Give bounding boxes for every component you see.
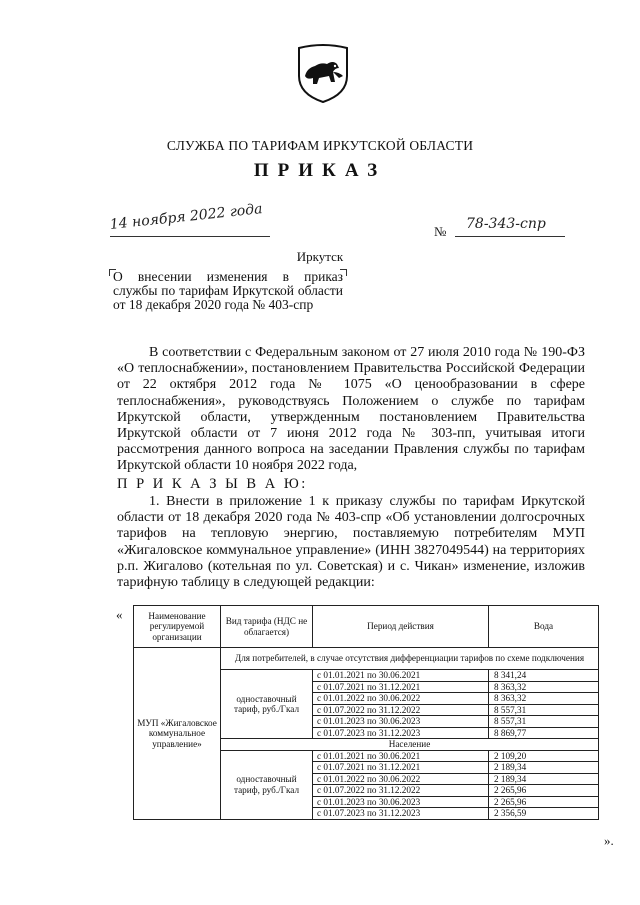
header-period: Период действия	[313, 606, 489, 648]
table-open-quote: «	[116, 607, 123, 622]
period-cell: с 01.07.2022 по 31.12.2022	[313, 785, 489, 797]
preamble-paragraph: В соответствии с Федеральным законом от 27 июля 2010 года № 190-ФЗ «О теплоснабжении», постановлением Правительства Российской Федерации от 22 октября 2012 года № 1075 «О ценообразовании в сфере теплоснабжения», руководствуясь Положением о службе по тарифам Иркутской области, утвержденным постановлением Правительства Иркутской области от 7 июня 2012 года № 303-пп, учитывая итоги рассмотрения данного вопроса на заседании Правления службы по тарифам Иркутской области 10 ноября 2022 года,	[117, 345, 585, 474]
period-cell: с 01.07.2022 по 31.12.2022	[313, 704, 489, 716]
section-1-title-row	[134, 648, 599, 670]
value-cell: 8 363,32	[489, 681, 599, 693]
table-header-row	[134, 606, 599, 648]
period-cell: с 01.01.2023 по 30.06.2023	[313, 796, 489, 808]
value-cell: 2 265,96	[489, 796, 599, 808]
value-cell: 8 869,77	[489, 727, 599, 739]
period-cell: с 01.01.2022 по 30.06.2022	[313, 773, 489, 785]
value-cell: 8 341,24	[489, 670, 599, 682]
document-title: ПРИКАЗ	[253, 160, 387, 181]
section-1-tariff-type: одноставочный тариф, руб./Гкал	[221, 670, 313, 739]
section-2-title: Население	[221, 739, 599, 751]
period-cell: с 01.01.2021 по 30.06.2021	[313, 750, 489, 762]
section-1-title: Для потребителей, в случае отсутствия дифференциации тарифов по схеме подключения	[221, 648, 599, 670]
value-cell: 2 109,20	[489, 750, 599, 762]
section-2-tariff-type: одноставочный тариф, руб./Гкал	[221, 750, 313, 819]
order-word: П Р И К А З Ы В А Ю:	[117, 476, 308, 492]
header-tariff-type: Вид тарифа (НДС не облагается)	[221, 606, 313, 648]
period-cell: с 01.01.2023 по 30.06.2023	[313, 716, 489, 728]
value-cell: 8 363,32	[489, 693, 599, 705]
value-cell: 2 265,96	[489, 785, 599, 797]
period-cell: с 01.07.2023 по 31.12.2023	[313, 808, 489, 820]
value-cell: 2 189,34	[489, 773, 599, 785]
number-sign: №	[434, 224, 447, 239]
table-close-quote: ».	[604, 833, 614, 848]
org-name-cell: МУП «Жигаловское коммунальное управление»	[134, 648, 221, 820]
document-subject: О внесении изменения в приказ службы по тарифам Иркутской области от 18 декабря 2020 года № 403-спр	[113, 269, 343, 312]
document-number: 78-343-спр	[466, 216, 546, 232]
city: Иркутск	[296, 249, 344, 264]
tariff-table	[133, 605, 599, 820]
document-date: 14 ноября 2022 года	[109, 201, 264, 233]
value-cell: 2 356,59	[489, 808, 599, 820]
period-cell: с 01.01.2022 по 30.06.2022	[313, 693, 489, 705]
period-cell: с 01.07.2021 по 31.12.2021	[313, 681, 489, 693]
number-underline	[455, 236, 565, 237]
agency-name: СЛУЖБА ПО ТАРИФАМ ИРКУТСКОЙ ОБЛАСТИ	[166, 138, 474, 153]
coat-of-arms-icon	[295, 42, 351, 104]
period-cell: с 01.07.2023 по 31.12.2023	[313, 727, 489, 739]
period-cell: с 01.01.2021 по 30.06.2021	[313, 670, 489, 682]
header-value: Вода	[489, 606, 599, 648]
order-item-1: 1. Внести в приложение 1 к приказу службы по тарифам Иркутской области от 18 декабря 2020 года № 403-спр «Об установлении долгосрочных тарифов на тепловую энергию, поставляемую потребителям МУП «Жигаловское коммунальное управление» (ИНН 3827049544) на территориях р.п. Жигалово (котельная по ул. Советская) и с. Чикан» изменение, изложив тарифную таблицу в следующей редакции:	[117, 494, 585, 591]
header-org: Наименование регулируемой организации	[134, 606, 221, 648]
value-cell: 8 557,31	[489, 704, 599, 716]
value-cell: 2 189,34	[489, 762, 599, 774]
period-cell: с 01.07.2021 по 31.12.2021	[313, 762, 489, 774]
value-cell: 8 557,31	[489, 716, 599, 728]
date-underline	[110, 236, 270, 237]
